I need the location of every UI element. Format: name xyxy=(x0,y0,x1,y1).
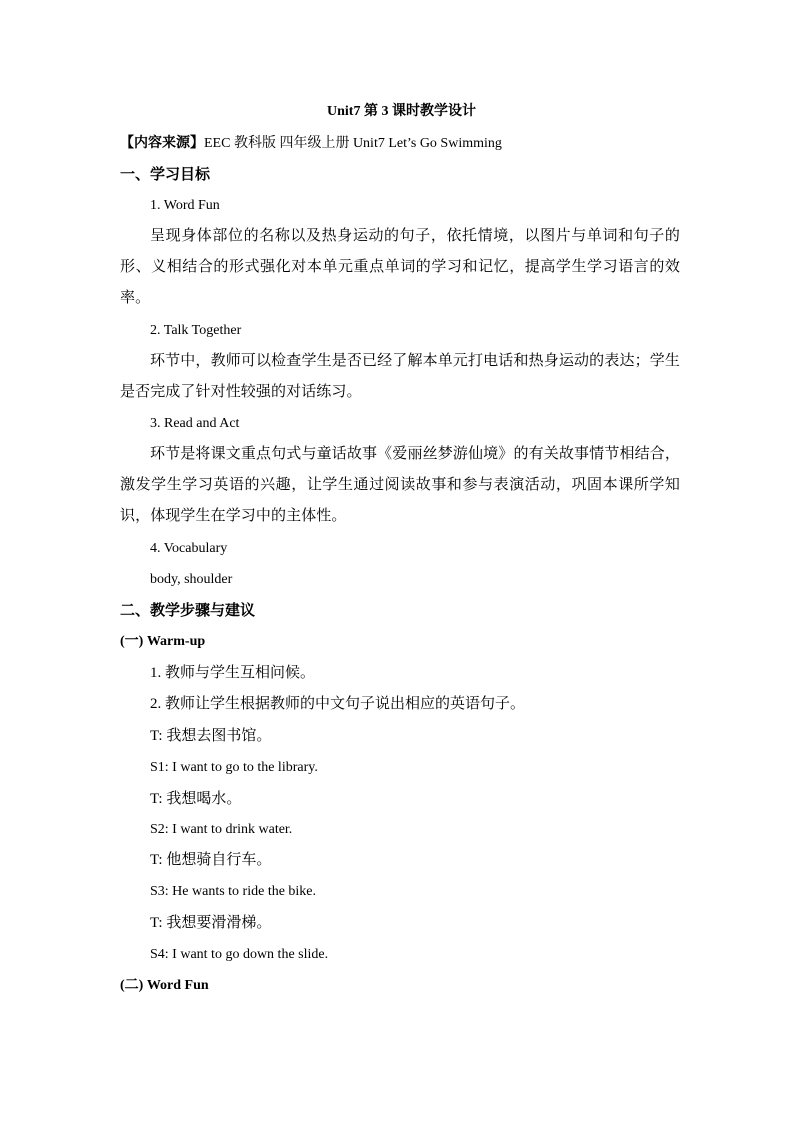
warmup-step-1: 1. 教师与学生互相问候。 xyxy=(150,665,316,681)
vocabulary-words: body, shoulder xyxy=(150,572,233,587)
dialogue-line: T: 我想喝水。 xyxy=(150,791,242,807)
dialogue-line: S1: I want to go to the library. xyxy=(150,760,318,775)
warmup-step-2: 2. 教师让学生根据教师的中文句子说出相应的英语句子。 xyxy=(150,696,526,712)
objective-text-1: 呈现身体部位的名称以及热身运动的句子，依托情境，以图片与单词和句子的形、义相结合的形式强化对本单元重点单词的学习和记忆，提高学生学习语言的效率。 xyxy=(120,228,680,306)
content-source-text: EEC 教科版 四年级上册 Unit7 Let’s Go Swimming xyxy=(204,136,502,151)
page-title: Unit7 第 3 课时教学设计 xyxy=(327,104,476,119)
section-heading-objectives: 一、学习目标 xyxy=(120,167,211,183)
objective-text-2: 环节中，教师可以检查学生是否已经了解本单元打电话和热身运动的表达；学生是否完成了针对性较强的对话练习。 xyxy=(120,353,680,400)
objective-label-3: 3. Read and Act xyxy=(150,416,240,431)
dialogue-line: T: 我想去图书馆。 xyxy=(150,728,272,744)
subheading-word-fun: (二) Word Fun xyxy=(120,978,209,993)
objective-label-2: 2. Talk Together xyxy=(150,323,242,338)
dialogue-line: S4: I want to go down the slide. xyxy=(150,947,329,962)
subheading-warmup: (一) Warm-up xyxy=(120,634,206,649)
dialogue-line: T: 我想要滑滑梯。 xyxy=(150,915,272,931)
dialogue-line: S3: He wants to ride the bike. xyxy=(150,884,317,899)
objective-label-1: 1. Word Fun xyxy=(150,198,220,213)
dialogue-line: T: 他想骑自行车。 xyxy=(150,852,272,868)
objective-label-4: 4. Vocabulary xyxy=(150,541,228,556)
dialogue-line: S2: I want to drink water. xyxy=(150,822,293,837)
content-source-label: 【内容来源】 xyxy=(120,136,204,151)
section-heading-steps: 二、教学步骤与建议 xyxy=(120,603,256,619)
content-source xyxy=(120,135,502,153)
objective-text-3: 环节是将课文重点句式与童话故事《爱丽丝梦游仙境》的有关故事情节相结合，激发学生学习英语的兴趣，让学生通过阅读故事和参与表演活动，巩固本课所学知识，体现学生在学习中的主体性。 xyxy=(120,446,680,524)
